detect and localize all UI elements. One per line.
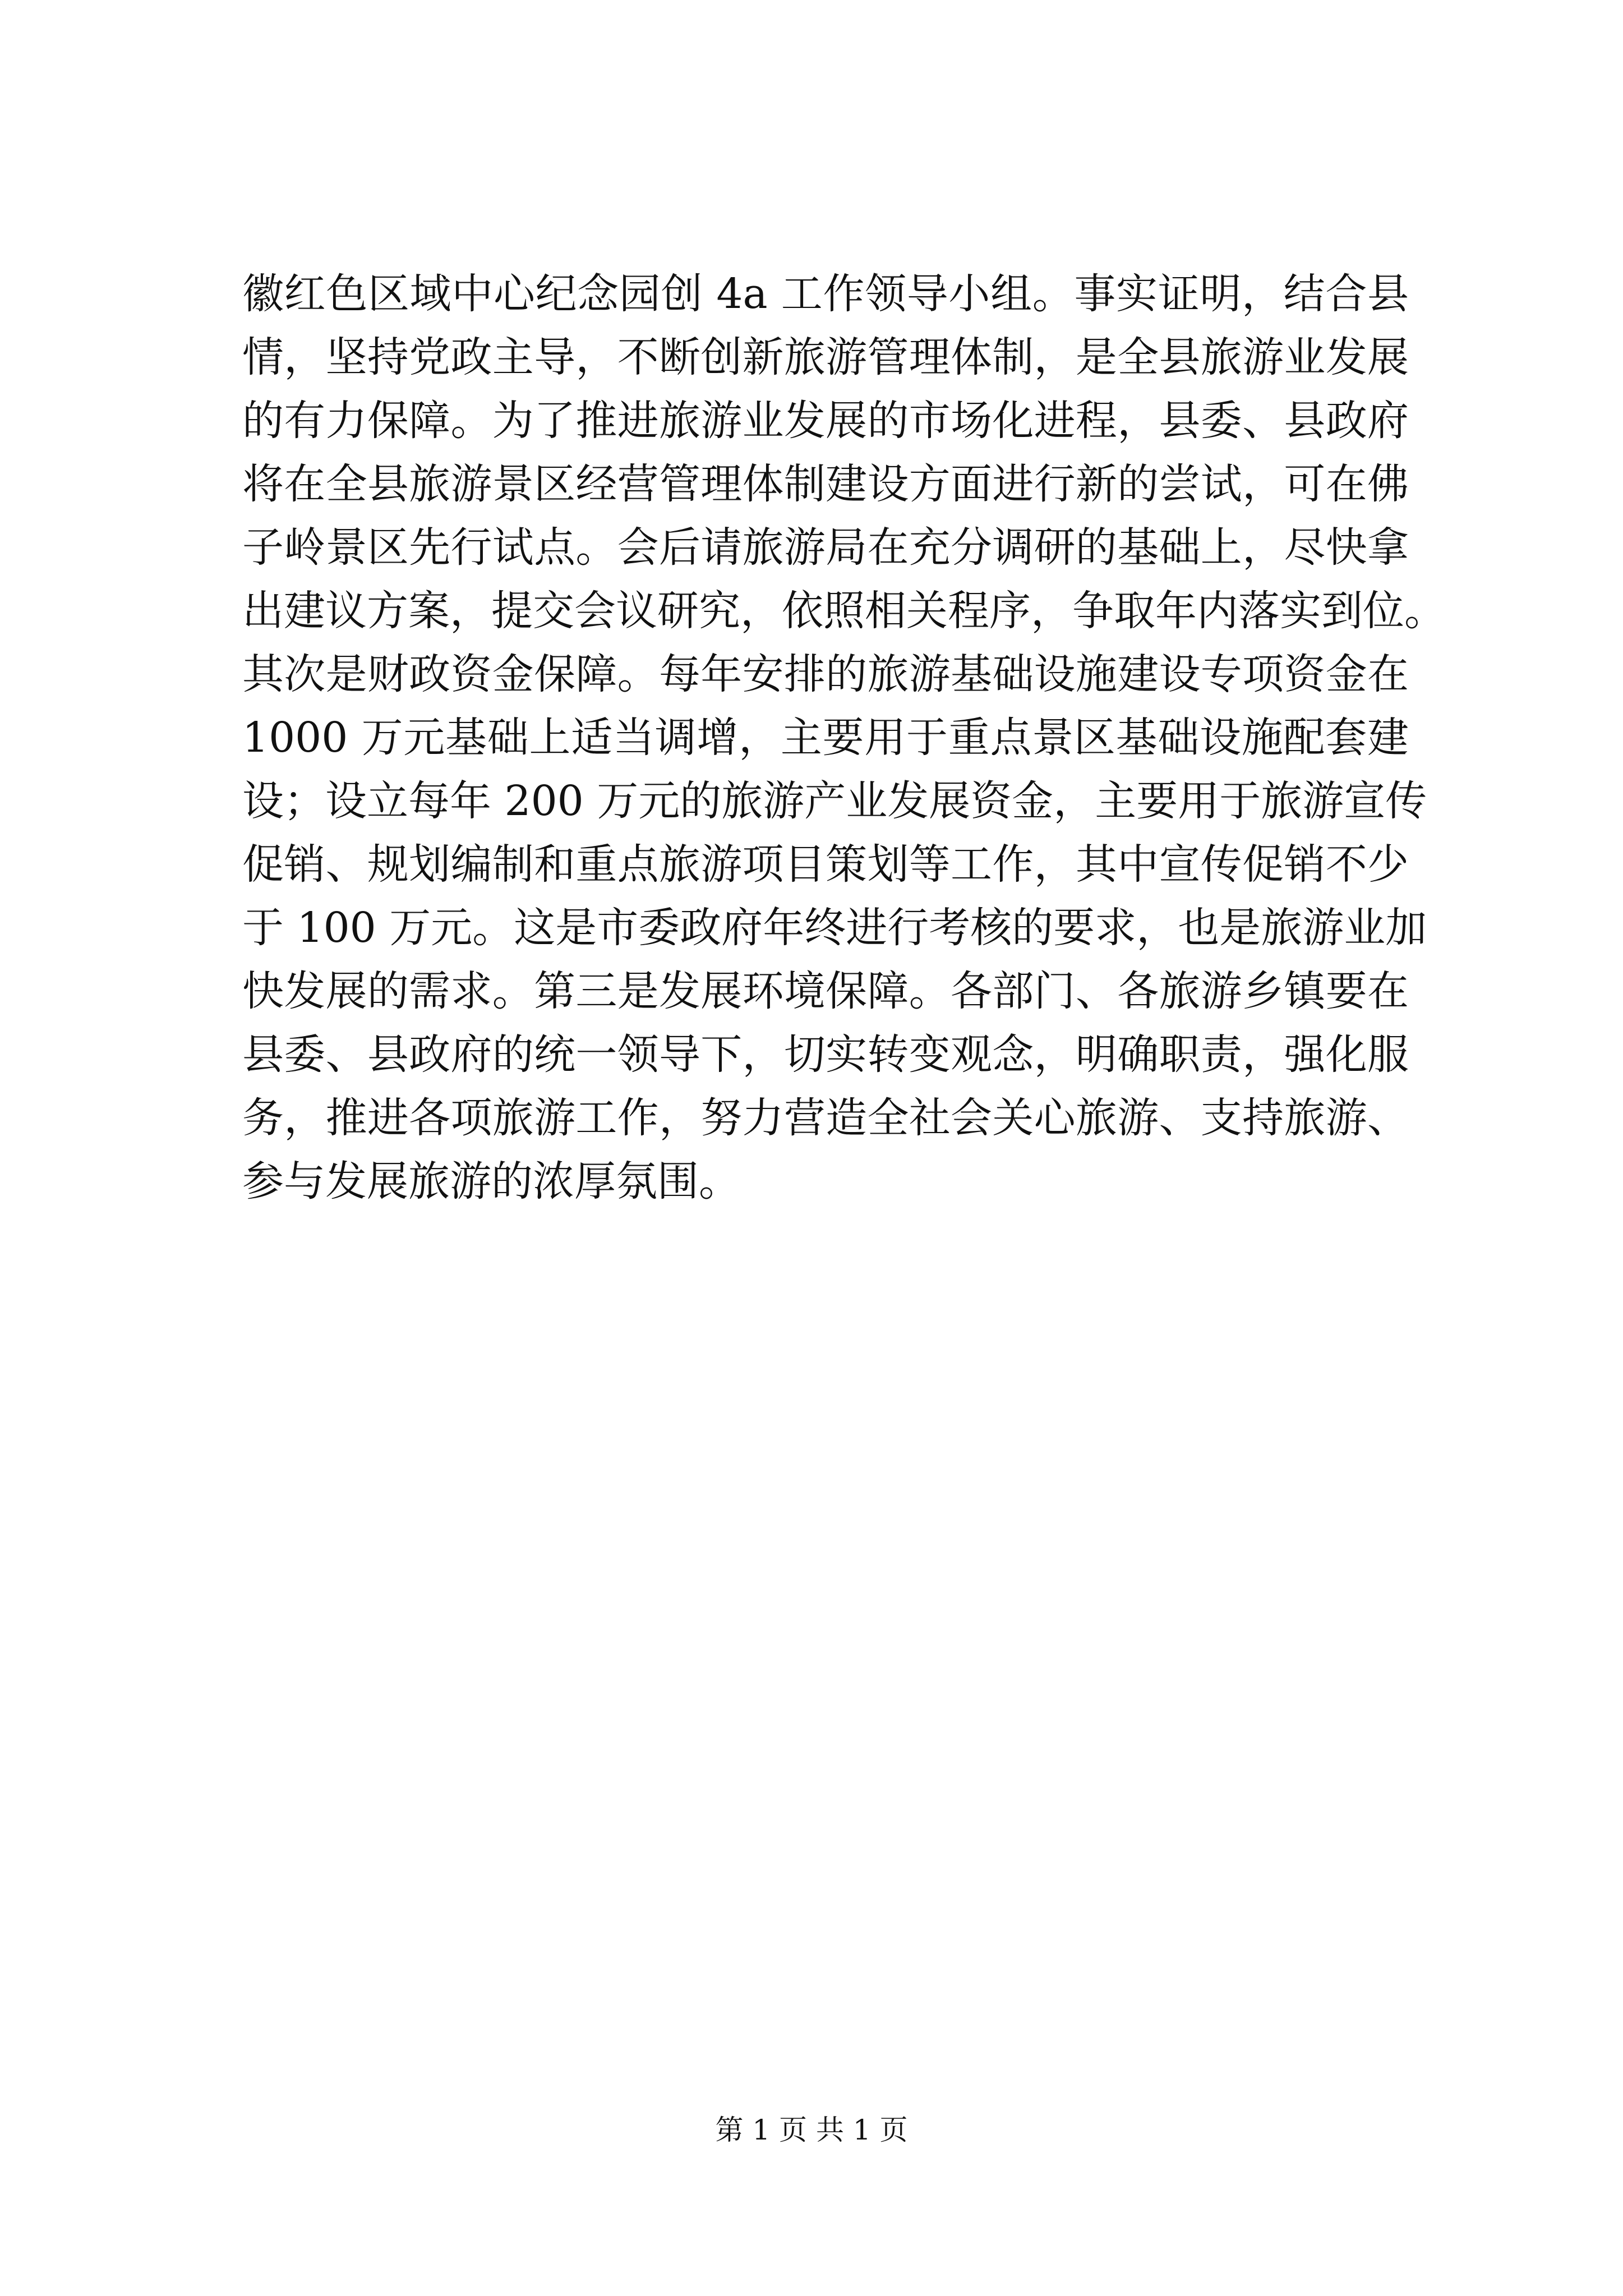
page-number-footer: 第 1 页 共 1 页 [715, 2114, 908, 2146]
text-line: 出建议方案，提交会议研究，依照相关程序，争取年内落实到位。 [242, 587, 1446, 635]
text-line: 情，坚持党政主导，不断创新旅游管理体制，是全县旅游业发展 [242, 333, 1409, 381]
text-line: 务，推进各项旅游工作，努力营造全社会关心旅游、支持旅游、 [242, 1094, 1409, 1142]
body-paragraph [242, 263, 1446, 1213]
text-line: 于 100 万元。这是市委政府年终进行考核的要求，也是旅游业加 [242, 904, 1427, 952]
text-line: 的有力保障。为了推进旅游业发展的市场化进程，县委、县政府 [242, 397, 1409, 445]
text-line: 促销、规划编制和重点旅游项目策划等工作，其中宣传促销不少 [242, 840, 1409, 889]
text-line: 其次是财政资金保障。每年安排的旅游基础设施建设专项资金在 [242, 650, 1409, 698]
text-line: 设；设立每年 200 万元的旅游产业发展资金，主要用于旅游宣传 [242, 777, 1427, 825]
text-line: 子岭景区先行试点。会后请旅游局在充分调研的基础上，尽快拿 [242, 523, 1409, 572]
text-line: 参与发展旅游的浓厚氛围。 [242, 1157, 740, 1205]
text-line: 县委、县政府的统一领导下，切实转变观念，明确职责，强化服 [242, 1030, 1409, 1079]
text-line: 快发展的需求。第三是发展环境保障。各部门、各旅游乡镇要在 [242, 967, 1409, 1015]
text-line: 1000 万元基础上适当调增，主要用于重点景区基础设施配套建 [242, 714, 1409, 762]
text-line: 将在全县旅游景区经营管理体制建设方面进行新的尝试，可在佛 [242, 460, 1409, 508]
text-line: 徽红色区域中心纪念园创 4a 工作领导小组。事实证明，结合县 [242, 270, 1409, 318]
